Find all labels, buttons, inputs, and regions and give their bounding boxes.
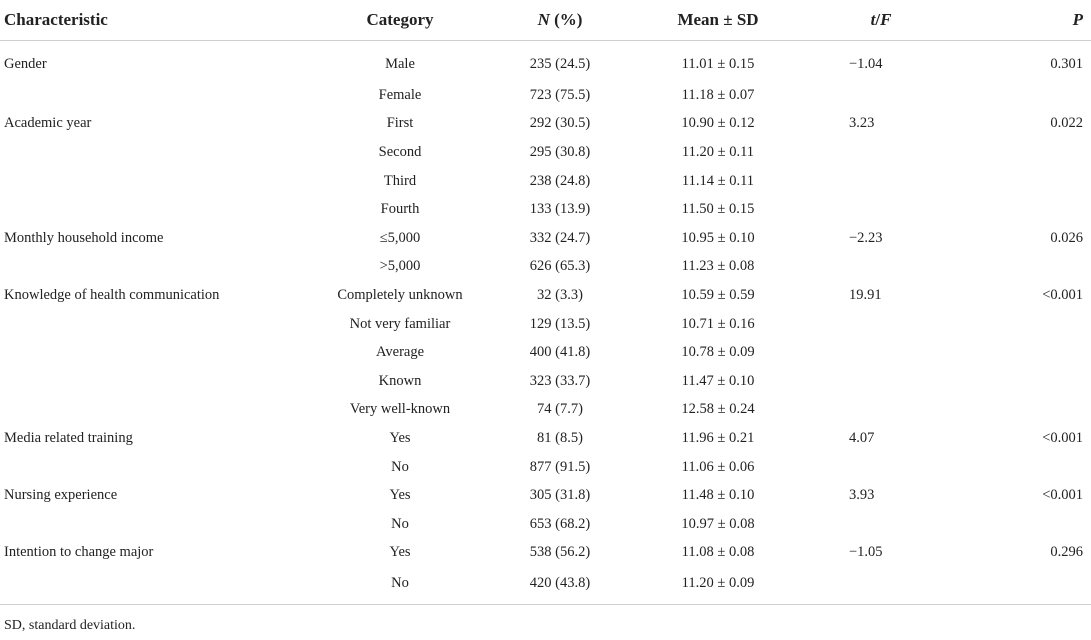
table-row	[0, 253, 1091, 282]
cell-category: First	[386, 115, 414, 132]
cell-characteristic: Media related training	[4, 429, 133, 446]
cell-category: Completely unknown	[337, 286, 463, 303]
cell-n-percent: 323 (33.7)	[529, 372, 591, 389]
cell-p-value: 0.301	[1050, 55, 1083, 72]
cell-n-percent: 74 (7.7)	[537, 401, 583, 418]
cell-mean-sd: 10.59 ± 0.59	[681, 286, 755, 303]
header-n-suffix: (%)	[549, 10, 583, 29]
cell-characteristic	[0, 567, 305, 605]
cell-n-percent: 32 (3.3)	[537, 286, 583, 303]
cell-n-percent: 235 (24.5)	[529, 55, 591, 72]
table-row	[0, 195, 1091, 224]
cell-t-f: 4.07	[849, 429, 875, 446]
cell-mean-sd: 11.14 ± 0.11	[681, 172, 755, 189]
cell-characteristic	[0, 510, 305, 539]
cell-category: Yes	[389, 487, 411, 504]
cell-n-percent: 292 (30.5)	[529, 115, 591, 132]
cell-p-value: 0.296	[1050, 544, 1083, 561]
cell-t-f	[811, 253, 951, 282]
cell-t-f: −2.23	[849, 229, 883, 246]
header-t-f	[811, 0, 951, 41]
table-footer	[0, 605, 1091, 640]
cell-characteristic: Intention to change major	[4, 544, 154, 561]
cell-mean-sd: 10.78 ± 0.09	[681, 344, 755, 361]
cell-characteristic	[0, 453, 305, 482]
cell-characteristic	[0, 195, 305, 224]
cell-category: Male	[385, 55, 415, 72]
header-n-symbol: N	[537, 10, 550, 29]
cell-n-percent: 129 (13.5)	[529, 315, 591, 332]
cell-characteristic	[0, 396, 305, 425]
footnote-row	[0, 605, 1091, 640]
cell-mean-sd: 11.48 ± 0.10	[681, 487, 755, 504]
cell-t-f	[811, 195, 951, 224]
cell-p-value	[951, 567, 1091, 605]
cell-n-percent: 295 (30.8)	[529, 143, 591, 160]
cell-t-f: 19.91	[849, 286, 882, 303]
cell-category: No	[391, 515, 409, 532]
cell-t-f	[811, 310, 951, 339]
header-n-percent	[495, 0, 625, 41]
cell-mean-sd: 11.18 ± 0.07	[681, 86, 755, 103]
table-row	[0, 167, 1091, 196]
table-row	[0, 567, 1091, 605]
cell-category: >5,000	[379, 258, 421, 275]
cell-characteristic: Nursing experience	[4, 487, 118, 504]
table-row	[0, 338, 1091, 367]
cell-p-value	[951, 167, 1091, 196]
cell-mean-sd: 12.58 ± 0.24	[681, 401, 755, 418]
cell-t-f	[811, 567, 951, 605]
cell-mean-sd: 10.95 ± 0.10	[681, 229, 755, 246]
table-row	[0, 281, 1091, 310]
cell-t-f	[811, 338, 951, 367]
cell-category: Very well-known	[349, 401, 451, 418]
cell-p-value	[951, 367, 1091, 396]
table-header	[0, 0, 1091, 41]
cell-mean-sd: 11.23 ± 0.08	[681, 258, 755, 275]
cell-n-percent: 133 (13.9)	[529, 201, 591, 218]
cell-mean-sd: 11.01 ± 0.15	[681, 55, 755, 72]
cell-n-percent: 81 (8.5)	[537, 429, 583, 446]
cell-characteristic	[0, 367, 305, 396]
table-row	[0, 138, 1091, 167]
cell-p-value: 0.022	[1050, 115, 1083, 132]
cell-mean-sd: 11.47 ± 0.10	[681, 372, 755, 389]
cell-p-value	[951, 81, 1091, 110]
cell-characteristic: Knowledge of health communication	[4, 286, 220, 303]
table-row	[0, 110, 1091, 139]
cell-category: Fourth	[380, 201, 420, 218]
header-category: Category	[305, 0, 495, 41]
cell-p-value	[951, 453, 1091, 482]
cell-t-f: 3.93	[849, 487, 875, 504]
header-row	[0, 0, 1091, 41]
cell-t-f	[811, 510, 951, 539]
cell-t-f: −1.05	[849, 544, 883, 561]
cell-mean-sd: 10.71 ± 0.16	[681, 315, 755, 332]
cell-mean-sd: 11.08 ± 0.08	[681, 544, 755, 561]
cell-p-value	[951, 396, 1091, 425]
cell-characteristic: Monthly household income	[4, 229, 164, 246]
table-row	[0, 453, 1091, 482]
table-row	[0, 224, 1091, 253]
footnote: SD, standard deviation.	[0, 605, 1091, 640]
cell-p-value	[951, 253, 1091, 282]
cell-category: Yes	[389, 429, 411, 446]
cell-t-f	[811, 81, 951, 110]
cell-characteristic	[0, 138, 305, 167]
cell-mean-sd: 10.90 ± 0.12	[681, 115, 755, 132]
cell-mean-sd: 11.06 ± 0.06	[681, 458, 755, 475]
cell-n-percent: 332 (24.7)	[529, 229, 591, 246]
table-body	[0, 41, 1091, 605]
cell-category: Average	[375, 344, 425, 361]
table-row	[0, 396, 1091, 425]
cell-n-percent: 420 (43.8)	[529, 575, 591, 592]
cell-category: ≤5,000	[379, 229, 421, 246]
cell-category: Not very familiar	[349, 315, 451, 332]
cell-t-f: −1.04	[849, 55, 883, 72]
cell-category: Female	[378, 86, 422, 103]
cell-p-value: <0.001	[1042, 286, 1083, 303]
cell-characteristic	[0, 167, 305, 196]
cell-category: No	[391, 575, 409, 592]
cell-n-percent: 626 (65.3)	[529, 258, 591, 275]
cell-p-value: <0.001	[1042, 487, 1083, 504]
cell-characteristic: Gender	[4, 55, 47, 72]
cell-category: Known	[378, 372, 422, 389]
header-characteristic: Characteristic	[0, 0, 305, 41]
cell-p-value	[951, 338, 1091, 367]
cell-category: Third	[383, 172, 417, 189]
cell-t-f	[811, 453, 951, 482]
cell-characteristic	[0, 338, 305, 367]
cell-mean-sd: 11.96 ± 0.21	[681, 429, 755, 446]
table-row	[0, 539, 1091, 568]
cell-p-value	[951, 310, 1091, 339]
table-row	[0, 81, 1091, 110]
table-row	[0, 510, 1091, 539]
table-row	[0, 41, 1091, 82]
cell-t-f: 3.23	[849, 115, 875, 132]
cell-characteristic	[0, 253, 305, 282]
cell-category: Second	[378, 143, 422, 160]
header-t-symbol: t	[870, 10, 876, 29]
cell-t-f	[811, 167, 951, 196]
cell-p-value: <0.001	[1042, 429, 1083, 446]
cell-p-value: 0.026	[1050, 229, 1083, 246]
header-mean-sd: Mean ± SD	[625, 0, 811, 41]
cell-t-f	[811, 367, 951, 396]
cell-characteristic: Academic year	[4, 115, 92, 132]
cell-n-percent: 538 (56.2)	[529, 544, 591, 561]
cell-n-percent: 723 (75.5)	[529, 86, 591, 103]
table-row	[0, 367, 1091, 396]
cell-p-value	[951, 195, 1091, 224]
cell-n-percent: 400 (41.8)	[529, 344, 591, 361]
cell-n-percent: 238 (24.8)	[529, 172, 591, 189]
cell-p-value	[951, 510, 1091, 539]
cell-n-percent: 653 (68.2)	[529, 515, 591, 532]
cell-characteristic	[0, 81, 305, 110]
cell-characteristic	[0, 310, 305, 339]
table-row	[0, 424, 1091, 453]
header-p	[951, 0, 1091, 41]
cell-category: No	[391, 458, 409, 475]
cell-p-value	[951, 138, 1091, 167]
cell-mean-sd: 11.20 ± 0.11	[681, 143, 755, 160]
table-row	[0, 310, 1091, 339]
cell-mean-sd: 11.50 ± 0.15	[681, 201, 755, 218]
cell-mean-sd: 10.97 ± 0.08	[681, 515, 755, 532]
cell-n-percent: 305 (31.8)	[529, 487, 591, 504]
cell-mean-sd: 11.20 ± 0.09	[681, 575, 755, 592]
header-f-symbol: F	[880, 10, 892, 29]
table-row	[0, 481, 1091, 510]
cell-t-f	[811, 138, 951, 167]
header-p-symbol: P	[1072, 10, 1083, 29]
cell-category: Yes	[389, 544, 411, 561]
cell-n-percent: 877 (91.5)	[529, 458, 591, 475]
cell-t-f	[811, 396, 951, 425]
header-slash: /	[875, 10, 881, 29]
